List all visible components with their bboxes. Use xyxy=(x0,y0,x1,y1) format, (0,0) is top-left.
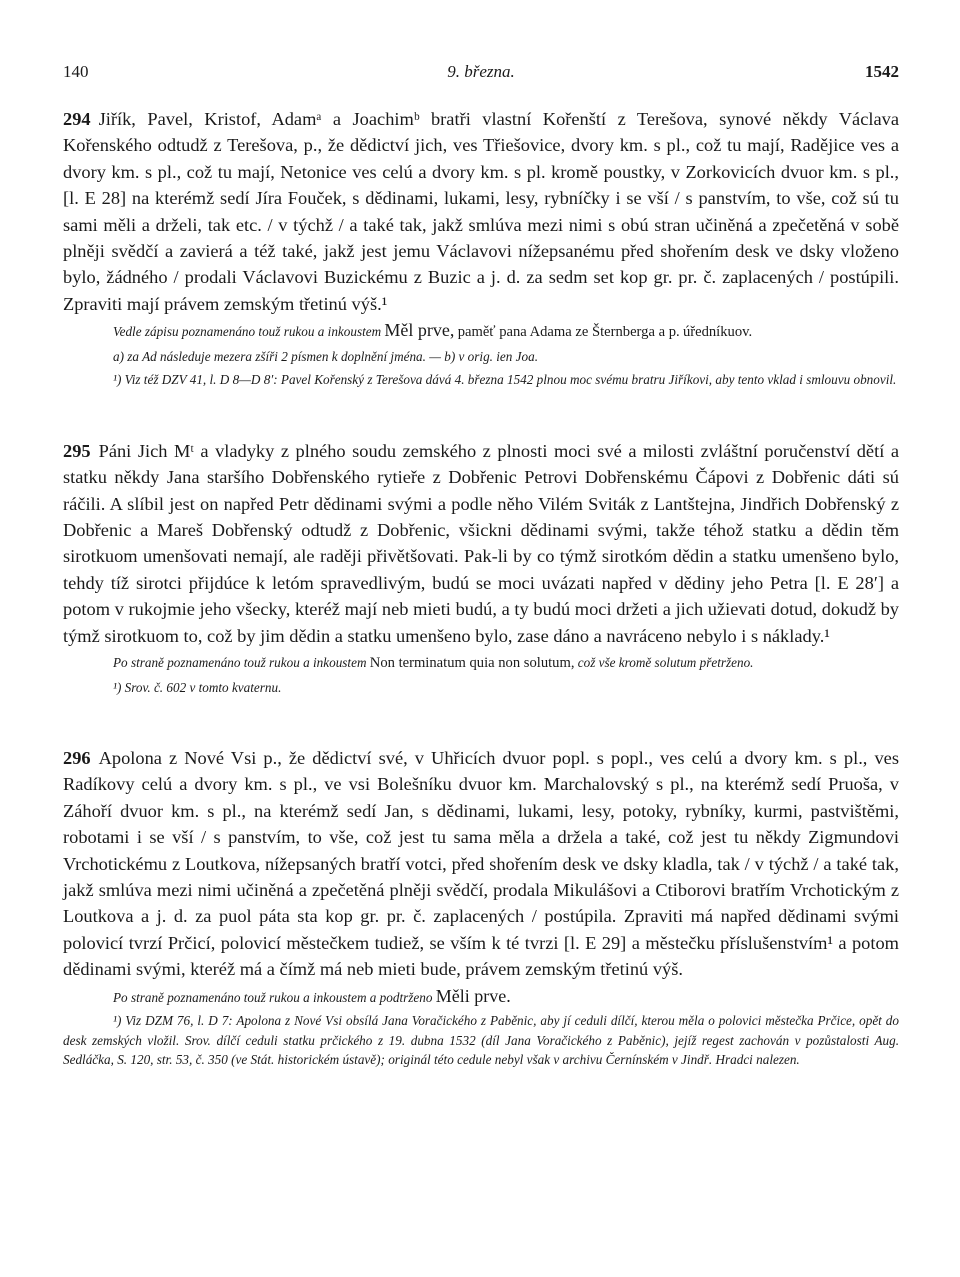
entry-number: 296 xyxy=(63,748,91,768)
entry-text xyxy=(63,438,899,649)
running-year: 1542 xyxy=(865,62,899,81)
entry-296 xyxy=(63,745,899,1070)
running-date: 9. března. xyxy=(447,62,515,81)
margin-note: Po straně poznamenáno touž rukou a inkoustem Non terminatum quia non solutum, což vše kromě solutum přetrženo. xyxy=(113,655,754,671)
textual-note: a) za Ad následuje mezera zšíři 2 písmen k doplnění jména. — b) v orig. ien Joa. xyxy=(113,348,539,364)
entry-294 xyxy=(63,106,899,390)
entry-number: 295 xyxy=(63,440,91,461)
entry-295 xyxy=(63,438,899,697)
footnote: ¹) Viz též DZV 41, l. D 8—D 8′: Pavel Kořenský z Terešova dává 4. března 1542 plnou moc svému bratru Jiříkovi, aby tento vklad i smlouvu obnovil. xyxy=(113,372,897,388)
entry-text xyxy=(63,745,899,983)
footnote: ¹) Viz DZM 76, l. D 7: Apolona z Nové Vsi obsílá Jana Voračického z Paběnic, aby jí ceduli dílčí, kterou měla o polovici městečka Prčice, opět do desk zemských vložil. Srov. dílčí ceduli statku prčického z 19. dubna 1532 (díl Jana Voračického z Paběnic), jejíž regest zachován v pozůstalosti Aug. Sedláčka, S. 120, str. 53, č. 350 (ve Stát. historickém ústavě); originál této cedule nebyl však v archivu Černínském v Jindř. Hradci nalezen. xyxy=(63,1013,899,1068)
entry-body: Páni Jich Mᵗ a vladyky z plného soudu zemského z plnosti moci své a milosti zvláštní poručenství dětí a statku někdy Jana staršího Dobřenského rytieře z Dobřenic Petrovi Dobřenskému Čápovi z Dobřenic dáti sú ráčili. A slíbil jest on napřed Petr dědinami svými a podle něho Vilém Sviták z Lantštejna, Jindřich Dobřenský z Dobřenic a Mareš Dobřenský odtudž z Dobřenic, všickni dědinami svými, takže téhož statku a dědin těm sirotkuom umenšovati nemají, ale raději přivětšovati. Pak-li by co týmž sirotkóm dědin a statku umenšeno bylo, tehdy tíž sirotci přijdúce k letóm spravedlivým, budú se moci uvázati napřed v dědiny jeho Petra [l. E 28′] a potom v rukojmie jeho všecky, kteréž mají neb mieti budú, a ty budú moci držeti a jich užievati dotud, dokudž by týmž sirotkuom to, což by jim dědin a statku umenšeno bylo, zase dáno a navráceno nebylo i s náklady.¹ xyxy=(63,440,899,646)
margin-note: Po straně poznamenáno touž rukou a inkoustem a podtrženo Měli prve. xyxy=(113,985,511,1006)
margin-note: Vedle zápisu poznamenáno touž rukou a inkoustem Měl prve, paměť pana Adama ze Šternberga a p. úředníkuov. xyxy=(113,320,753,341)
entry-text xyxy=(63,106,899,317)
entry-body: Jiřík, Pavel, Kristof, Adamᵃ a Joachimᵇ bratři vlastní Kořenští z Terešova, synové někdy Václava Kořenského odtudž z Terešova, p., že dědictví jich, ves Třiešovice, dvory km. s pl., což tu mají, Radějice ves a dvory km. s pl., což tu mají, Netonice ves celú a dvory km. s pl. kromě poustky, v Zorkovicích dvuor km. s pl., [l. E 28] na kterémž sedí Jíra Fouček, s dědinami, lukami, lesy, rybníčky i se vší / s panstvím, to vše, což sú tu sami měli a drželi, tak etc. / v týchž / a také tak, jakž smlúva mezi nimi s obú stran učiněná a zpečetěná v sobě plněji svědčí a zavierá a též také, jakž jest jemu Václavovi nížepsanému před shořením desk ve dsky vloženo bylo, žádného / prodali Václavovi Buzickému z Buzic a j. d. za sedm set kop gr. pr. č. zaplacených / postúpili. Zpraviti mají právem zemským třetinú výš.¹ xyxy=(63,109,899,314)
entry-number: 294 xyxy=(63,109,91,129)
page-header xyxy=(63,62,899,90)
page-number: 140 xyxy=(63,62,89,81)
footnote: ¹) Srov. č. 602 v tomto kvaternu. xyxy=(113,679,282,695)
entry-body: Apolona z Nové Vsi p., že dědictví své, v Uhřicích dvuor popl. s popl., ves celú a dvory km. s pl., ves Radíkovy celú a dvory km. s pl., ve vsi Bolešníku dvuor km. Marchalovský s pl., na kterémž sedí Pruoša, v Záhoří dvuor km. s pl., na kterémž sedí Jan, s dědinami, lukami, lesy, potoky, rybníky, kurmi, pastvištěmi, robotami i se vší / s panstvím, to vše, což jest tu sama měla a držela a také, což jest tu někdy Zigmundovi Vrchotickému z Loutkova, nížepsaných bratří votci, před shořením desk ve dsky kladla, tak / v týchž / a také tak, jakž smlúva mezi nimi učiněná a zpečetěná plněji svědčí, prodala Mikulášovi a Ctiborovi bratřím Vrchotickým z Loutkova a j. d. za puol páta sta kop gr. pr. č. zaplacených / postúpila. Zpraviti má napřed dědinami svými polovicí tvrzí Prčicí, polovicí městečkem tudiež, se vším k té tvrzi [l. E 29] a městečku příslušenstvím¹ a potom dědinami svými, kteréž má a čímž má neb mieti bude, právem zemským třetinú výš. xyxy=(63,748,899,980)
document-page xyxy=(63,62,899,1070)
